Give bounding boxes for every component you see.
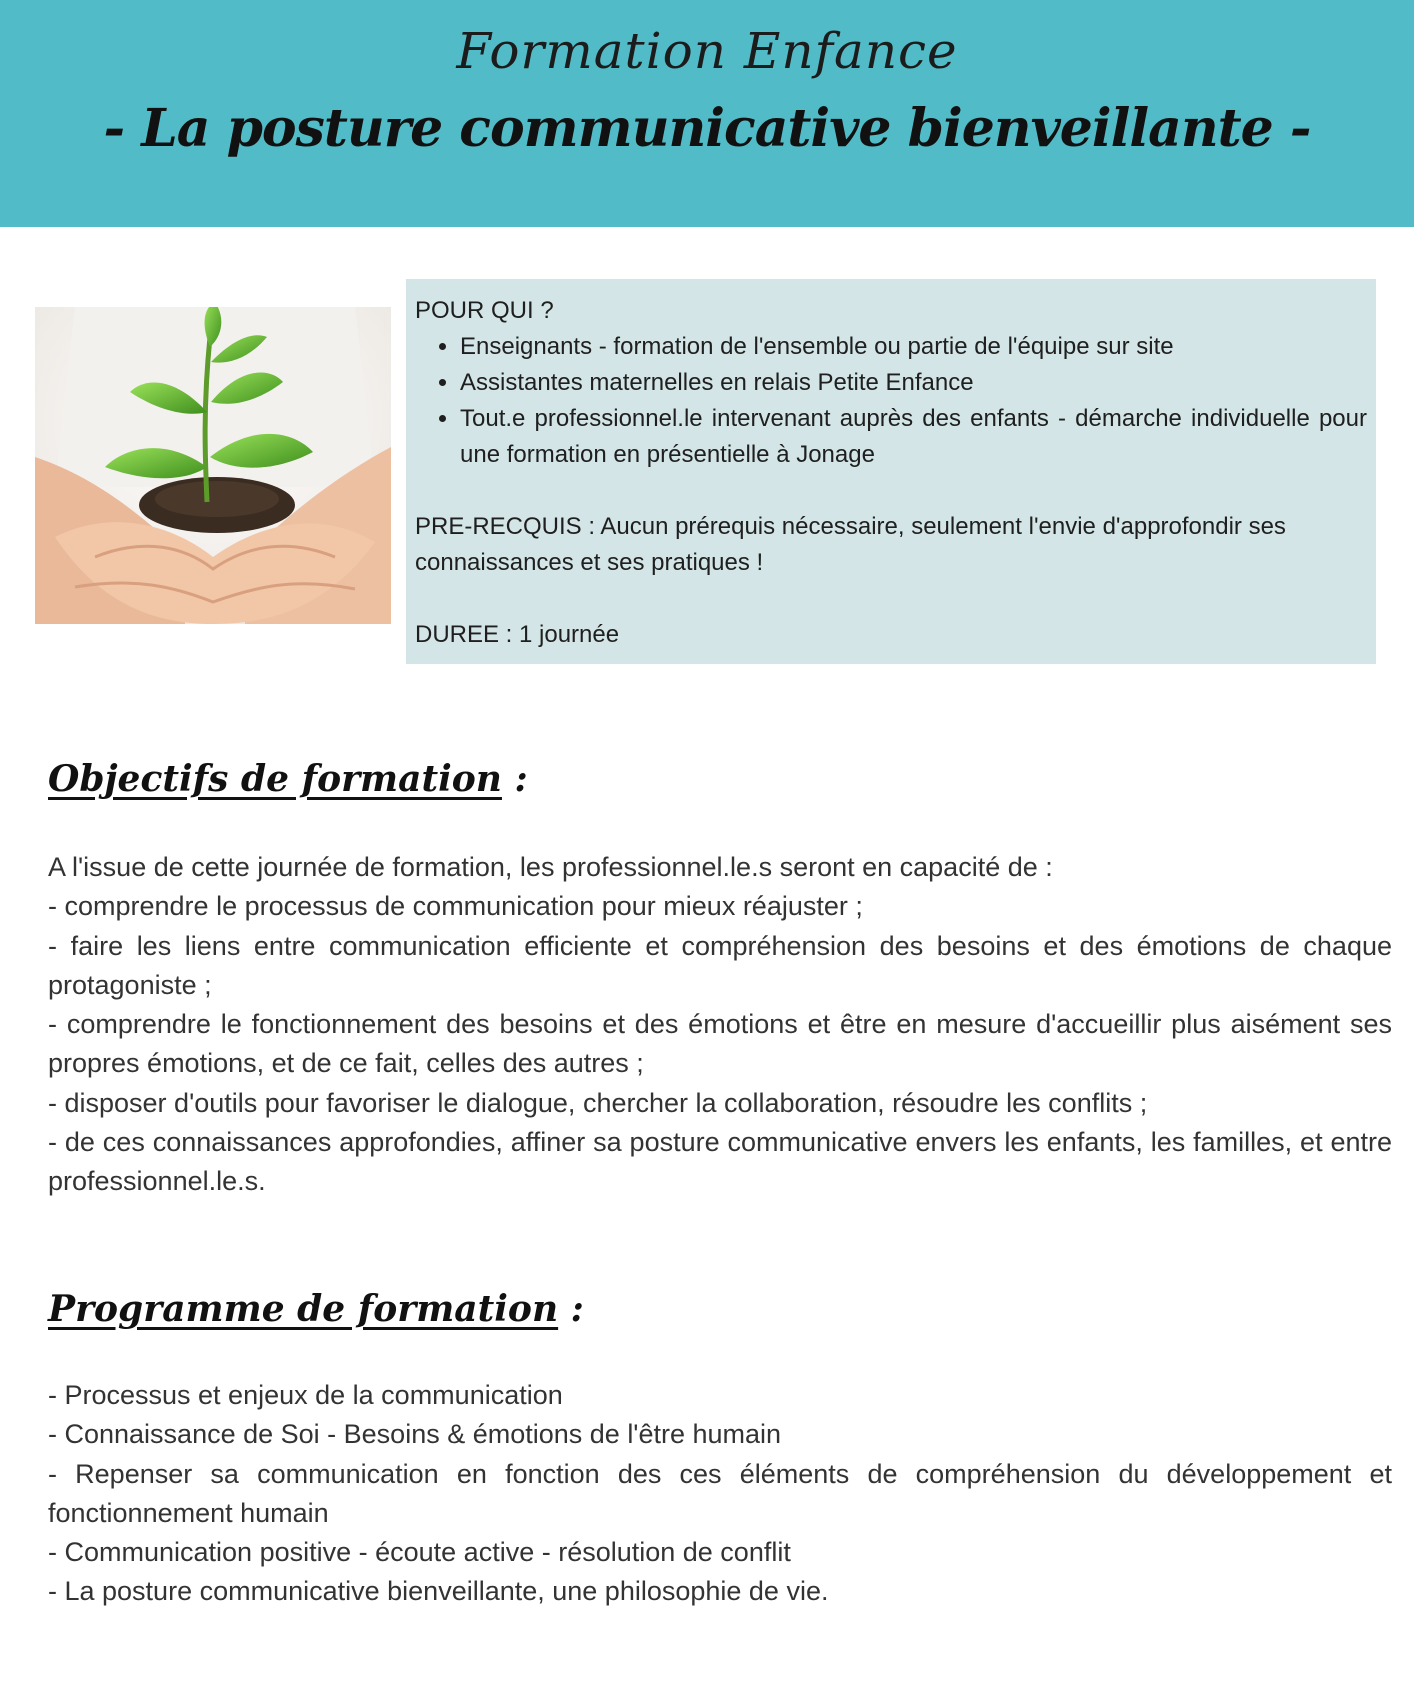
objectives-heading xyxy=(48,758,528,800)
objectives-title: Objectifs de formation xyxy=(48,758,502,800)
objective-item: - disposer d'outils pour favoriser le dialogue, chercher la collaboration, résoudre les conflits ; xyxy=(48,1087,1148,1118)
programme-heading xyxy=(48,1288,584,1330)
objective-item: - de ces connaissances approfondies, affiner sa posture communicative envers les enfants, les familles, et entre professionnel.le.s. xyxy=(48,1127,1392,1197)
duration-text: DUREE : 1 journée xyxy=(415,621,620,648)
audience-list xyxy=(415,329,1367,473)
objectives-colon: : xyxy=(501,758,528,800)
header-subtitle: Formation Enfance xyxy=(456,22,958,80)
programme-item: - La posture communicative bienveillante, une philosophie de vie. xyxy=(48,1576,829,1607)
programme-item: - Connaissance de Soi - Besoins & émotions de l'être humain xyxy=(48,1419,782,1450)
audience-item-teachers: • Enseignants - formation de l'ensemble ou partie de l'équipe sur site xyxy=(460,329,1367,365)
info-panel xyxy=(406,279,1376,664)
objective-item: - comprendre le processus de communication pour mieux réajuster ; xyxy=(48,891,863,922)
objectives-intro: A l'issue de cette journée de formation, les professionnel.le.s seront en capacité de : xyxy=(48,852,1053,882)
audience-item-childminders: • Assistantes maternelles en relais Petite Enfance xyxy=(460,365,1367,401)
programme-item: - Processus et enjeux de la communication xyxy=(48,1380,563,1410)
programme-colon: : xyxy=(558,1288,584,1330)
objective-item: - faire les liens entre communication efficiente et compréhension des besoins et des émotions de chaque protagoniste ; xyxy=(48,930,1392,1000)
seedling-in-hands-image xyxy=(35,307,391,624)
programme-item: - Communication positive - écoute active - résolution de conflit xyxy=(48,1537,791,1568)
pour-qui-label: POUR QUI ? xyxy=(415,297,554,324)
programme-title: Programme de formation xyxy=(48,1288,559,1330)
header-banner xyxy=(0,0,1414,227)
objective-item: - comprendre le fonctionnement des besoins et des émotions et être en mesure d'accueillir plus aisément ses propres émotions, et de ce fait, celles des autres ; xyxy=(48,1009,1392,1079)
prerequisites-text: PRE-RECQUIS : Aucun prérequis nécessaire, seulement l'envie d'approfondir ses connaissances et ses pratiques ! xyxy=(415,513,1286,576)
seedling-photo-illustration xyxy=(35,307,391,624)
programme-body xyxy=(48,1376,1392,1612)
audience-item-professionals: • Tout.e professionnel.le intervenant auprès des enfants - démarche individuelle pour une formation en présentielle à Jonage xyxy=(460,401,1367,473)
header-title: - La posture communicative bienveillante - xyxy=(103,98,1311,159)
programme-item: - Repenser sa communication en fonction des ces éléments de compréhension du développement et fonctionnement humain xyxy=(48,1458,1392,1528)
objectives-body xyxy=(48,848,1392,1202)
